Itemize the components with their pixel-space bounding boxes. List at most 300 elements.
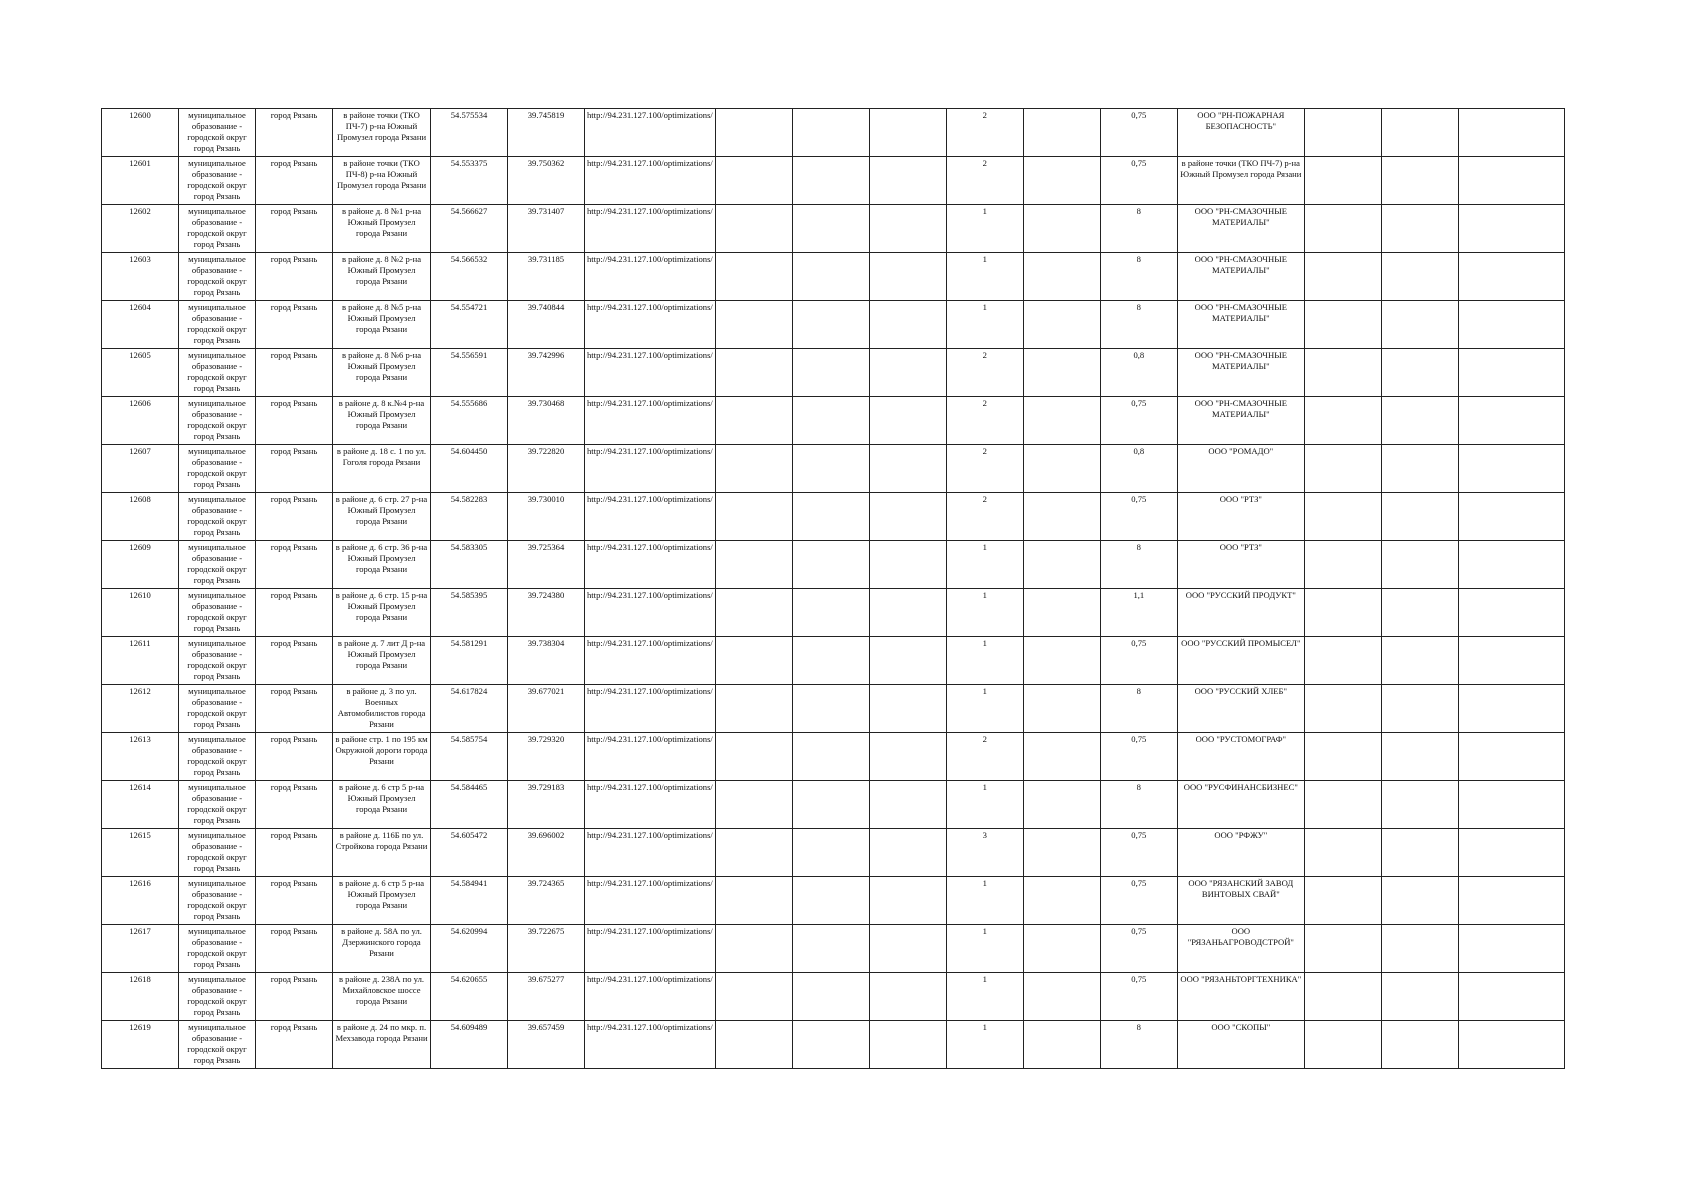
empty-cell [869,637,946,685]
empty-cell [1458,157,1564,205]
empty-cell [869,205,946,253]
empty-cell [1304,541,1381,589]
table-row [102,301,1565,349]
municipality-cell: муниципальное образование - городской округ город Рязань [179,637,256,685]
table-row [102,349,1565,397]
longitude-cell: 39.725364 [508,541,585,589]
container-count-cell: 1 [946,301,1023,349]
municipality-cell: муниципальное образование - городской округ город Рязань [179,685,256,733]
latitude-cell: 54.584941 [431,877,508,925]
empty-cell [715,109,792,157]
url-cell: http://94.231.127.100/optimizations/ [585,109,716,157]
longitude-cell: 39.738304 [508,637,585,685]
empty-cell [792,637,869,685]
empty-cell [1023,685,1100,733]
owner-cell: ООО "РТЗ" [1177,493,1304,541]
longitude-cell: 39.731407 [508,205,585,253]
city-cell: город Рязань [256,349,333,397]
table-row [102,685,1565,733]
empty-cell [1023,109,1100,157]
table-row [102,445,1565,493]
empty-cell [715,349,792,397]
owner-cell: ООО "РЯЗАНЬАГРОВОДСТРОЙ" [1177,925,1304,973]
container-volume-cell: 8 [1100,685,1177,733]
empty-cell [1381,973,1458,1021]
url-cell: http://94.231.127.100/optimizations/ [585,733,716,781]
empty-cell [1304,877,1381,925]
owner-cell: ООО "РН-ПОЖАРНАЯ БЕЗОПАСНОСТЬ" [1177,109,1304,157]
location-cell: в районе точки (ТКО ПЧ-8) р-на Южный Промузел города Рязани [333,157,431,205]
municipality-cell: муниципальное образование - городской округ город Рязань [179,253,256,301]
empty-cell [1304,781,1381,829]
container-count-cell: 1 [946,877,1023,925]
empty-cell [792,349,869,397]
row-id-cell: 12609 [102,541,179,589]
owner-cell: ООО "РУССКИЙ ХЛЕБ" [1177,685,1304,733]
empty-cell [869,109,946,157]
empty-cell [715,541,792,589]
container-count-cell: 2 [946,349,1023,397]
empty-cell [869,349,946,397]
empty-cell [1458,445,1564,493]
empty-cell [1304,973,1381,1021]
latitude-cell: 54.604450 [431,445,508,493]
latitude-cell: 54.609489 [431,1021,508,1069]
empty-cell [1023,349,1100,397]
latitude-cell: 54.583305 [431,541,508,589]
owner-cell: ООО "РЯЗАНСКИЙ ЗАВОД ВИНТОВЫХ СВАЙ" [1177,877,1304,925]
empty-cell [792,589,869,637]
empty-cell [1023,541,1100,589]
latitude-cell: 54.585395 [431,589,508,637]
owner-cell: ООО "РН-СМАЗОЧНЫЕ МАТЕРИАЛЫ" [1177,205,1304,253]
empty-cell [792,205,869,253]
municipality-cell: муниципальное образование - городской округ город Рязань [179,397,256,445]
empty-cell [869,541,946,589]
empty-cell [1304,637,1381,685]
longitude-cell: 39.722820 [508,445,585,493]
table-row [102,829,1565,877]
empty-cell [1304,349,1381,397]
longitude-cell: 39.729183 [508,781,585,829]
container-volume-cell: 8 [1100,1021,1177,1069]
table-row [102,973,1565,1021]
city-cell: город Рязань [256,397,333,445]
row-id-cell: 12616 [102,877,179,925]
empty-cell [715,685,792,733]
municipality-cell: муниципальное образование - городской округ город Рязань [179,589,256,637]
empty-cell [869,781,946,829]
municipality-cell: муниципальное образование - городской округ город Рязань [179,781,256,829]
empty-cell [1458,1021,1564,1069]
container-volume-cell: 0,75 [1100,397,1177,445]
city-cell: город Рязань [256,829,333,877]
container-count-cell: 3 [946,829,1023,877]
location-cell: в районе д. 8 №2 р-на Южный Промузел города Рязани [333,253,431,301]
empty-cell [1023,157,1100,205]
url-cell: http://94.231.127.100/optimizations/ [585,445,716,493]
city-cell: город Рязань [256,445,333,493]
empty-cell [869,493,946,541]
container-count-cell: 2 [946,157,1023,205]
empty-cell [792,781,869,829]
container-count-cell: 1 [946,973,1023,1021]
owner-cell: ООО "РЯЗАНЬТОРГТЕХНИКА" [1177,973,1304,1021]
container-volume-cell: 0,8 [1100,349,1177,397]
empty-cell [715,733,792,781]
empty-cell [1458,781,1564,829]
container-count-cell: 1 [946,205,1023,253]
empty-cell [1023,637,1100,685]
longitude-cell: 39.722675 [508,925,585,973]
empty-cell [792,253,869,301]
empty-cell [1381,445,1458,493]
row-id-cell: 12600 [102,109,179,157]
city-cell: город Рязань [256,157,333,205]
table-row [102,637,1565,685]
container-volume-cell: 8 [1100,781,1177,829]
latitude-cell: 54.617824 [431,685,508,733]
url-cell: http://94.231.127.100/optimizations/ [585,541,716,589]
empty-cell [715,205,792,253]
empty-cell [1381,301,1458,349]
municipality-cell: муниципальное образование - городской округ город Рязань [179,493,256,541]
container-volume-cell: 8 [1100,205,1177,253]
container-volume-cell: 0,75 [1100,109,1177,157]
row-id-cell: 12601 [102,157,179,205]
empty-cell [1304,685,1381,733]
empty-cell [1304,925,1381,973]
empty-cell [869,1021,946,1069]
municipality-cell: муниципальное образование - городской округ город Рязань [179,877,256,925]
url-cell: http://94.231.127.100/optimizations/ [585,493,716,541]
empty-cell [1023,301,1100,349]
location-cell: в районе д. 6 стр 5 р-на Южный Промузел города Рязани [333,781,431,829]
empty-cell [715,877,792,925]
empty-cell [1304,829,1381,877]
longitude-cell: 39.730468 [508,397,585,445]
empty-cell [1023,973,1100,1021]
table-row [102,397,1565,445]
city-cell: город Рязань [256,925,333,973]
url-cell: http://94.231.127.100/optimizations/ [585,157,716,205]
empty-cell [792,109,869,157]
container-volume-cell: 0,75 [1100,157,1177,205]
empty-cell [792,925,869,973]
url-cell: http://94.231.127.100/optimizations/ [585,637,716,685]
municipality-cell: муниципальное образование - городской округ город Рязань [179,301,256,349]
municipality-cell: муниципальное образование - городской округ город Рязань [179,205,256,253]
empty-cell [792,973,869,1021]
container-count-cell: 2 [946,397,1023,445]
table-row [102,1021,1565,1069]
longitude-cell: 39.742996 [508,349,585,397]
url-cell: http://94.231.127.100/optimizations/ [585,829,716,877]
owner-cell: ООО "РН-СМАЗОЧНЫЕ МАТЕРИАЛЫ" [1177,253,1304,301]
latitude-cell: 54.582283 [431,493,508,541]
location-cell: в районе д. 6 стр. 15 р-на Южный Промузел города Рязани [333,589,431,637]
longitude-cell: 39.724365 [508,877,585,925]
empty-cell [715,445,792,493]
empty-cell [1458,733,1564,781]
municipality-cell: муниципальное образование - городской округ город Рязань [179,829,256,877]
empty-cell [1381,925,1458,973]
empty-cell [869,589,946,637]
empty-cell [1023,205,1100,253]
empty-cell [1023,925,1100,973]
empty-cell [1458,829,1564,877]
empty-cell [1023,445,1100,493]
empty-cell [1381,589,1458,637]
longitude-cell: 39.696002 [508,829,585,877]
municipality-cell: муниципальное образование - городской округ город Рязань [179,1021,256,1069]
empty-cell [1023,781,1100,829]
row-id-cell: 12610 [102,589,179,637]
table-row [102,109,1565,157]
empty-cell [715,493,792,541]
location-cell: в районе д. 116Б по ул. Стройкова города Рязани [333,829,431,877]
container-count-cell: 1 [946,685,1023,733]
latitude-cell: 54.581291 [431,637,508,685]
longitude-cell: 39.740844 [508,301,585,349]
empty-cell [1023,877,1100,925]
city-cell: город Рязань [256,1021,333,1069]
latitude-cell: 54.555686 [431,397,508,445]
longitude-cell: 39.677021 [508,685,585,733]
location-cell: в районе д. 8 №6 р-на Южный Промузел города Рязани [333,349,431,397]
latitude-cell: 54.584465 [431,781,508,829]
container-count-cell: 2 [946,493,1023,541]
row-id-cell: 12613 [102,733,179,781]
table-row [102,253,1565,301]
owner-cell: ООО "РУСТОМОГРАФ" [1177,733,1304,781]
location-cell: в районе д. 18 с. 1 по ул. Гоголя города Рязани [333,445,431,493]
container-count-cell: 1 [946,1021,1023,1069]
city-cell: город Рязань [256,541,333,589]
location-cell: в районе д. 6 стр. 36 р-на Южный Промузел города Рязани [333,541,431,589]
city-cell: город Рязань [256,733,333,781]
empty-cell [1458,301,1564,349]
empty-cell [869,877,946,925]
owner-cell: ООО "РУССКИЙ ПРОМЫСЕЛ" [1177,637,1304,685]
empty-cell [715,925,792,973]
empty-cell [1381,109,1458,157]
latitude-cell: 54.605472 [431,829,508,877]
empty-cell [1381,1021,1458,1069]
empty-cell [1304,733,1381,781]
owner-cell: ООО "РОМАДО" [1177,445,1304,493]
empty-cell [1381,637,1458,685]
empty-cell [1381,829,1458,877]
latitude-cell: 54.575534 [431,109,508,157]
empty-cell [1304,157,1381,205]
empty-cell [715,301,792,349]
location-cell: в районе д. 238А по ул. Михайловское шоссе города Рязани [333,973,431,1021]
municipality-cell: муниципальное образование - городской округ город Рязань [179,445,256,493]
container-count-cell: 2 [946,445,1023,493]
row-id-cell: 12615 [102,829,179,877]
longitude-cell: 39.657459 [508,1021,585,1069]
empty-cell [869,829,946,877]
empty-cell [1023,733,1100,781]
owner-cell: ООО "РУСФИНАНСБИЗНЕС" [1177,781,1304,829]
location-cell: в районе д. 8 №5 р-на Южный Промузел города Рязани [333,301,431,349]
municipality-cell: муниципальное образование - городской округ город Рязань [179,733,256,781]
municipality-cell: муниципальное образование - городской округ город Рязань [179,541,256,589]
longitude-cell: 39.745819 [508,109,585,157]
latitude-cell: 54.620655 [431,973,508,1021]
empty-cell [1023,397,1100,445]
owner-cell: ООО "РН-СМАЗОЧНЫЕ МАТЕРИАЛЫ" [1177,397,1304,445]
empty-cell [1458,541,1564,589]
table-row [102,589,1565,637]
row-id-cell: 12608 [102,493,179,541]
empty-cell [1304,445,1381,493]
empty-cell [1304,109,1381,157]
table-row [102,733,1565,781]
empty-cell [1458,349,1564,397]
row-id-cell: 12604 [102,301,179,349]
table-row [102,925,1565,973]
city-cell: город Рязань [256,685,333,733]
municipality-cell: муниципальное образование - городской округ город Рязань [179,973,256,1021]
table-row [102,493,1565,541]
table-row [102,877,1565,925]
container-volume-cell: 0,75 [1100,877,1177,925]
empty-cell [869,685,946,733]
url-cell: http://94.231.127.100/optimizations/ [585,205,716,253]
owner-cell: в районе точки (ТКО ПЧ-7) р-на Южный Промузел города Рязани [1177,157,1304,205]
empty-cell [1458,109,1564,157]
row-id-cell: 12619 [102,1021,179,1069]
longitude-cell: 39.724380 [508,589,585,637]
table-row [102,541,1565,589]
latitude-cell: 54.554721 [431,301,508,349]
empty-cell [1458,973,1564,1021]
owner-cell: ООО "РН-СМАЗОЧНЫЕ МАТЕРИАЛЫ" [1177,301,1304,349]
empty-cell [869,157,946,205]
container-volume-cell: 1,1 [1100,589,1177,637]
empty-cell [715,973,792,1021]
empty-cell [1304,301,1381,349]
container-volume-cell: 0,75 [1100,733,1177,781]
city-cell: город Рязань [256,877,333,925]
url-cell: http://94.231.127.100/optimizations/ [585,925,716,973]
container-volume-cell: 0,75 [1100,925,1177,973]
municipality-cell: муниципальное образование - городской округ город Рязань [179,925,256,973]
empty-cell [1304,397,1381,445]
owner-cell: ООО "РН-СМАЗОЧНЫЕ МАТЕРИАЛЫ" [1177,349,1304,397]
empty-cell [1304,493,1381,541]
latitude-cell: 54.553375 [431,157,508,205]
latitude-cell: 54.566627 [431,205,508,253]
empty-cell [1023,589,1100,637]
url-cell: http://94.231.127.100/optimizations/ [585,349,716,397]
empty-cell [1304,1021,1381,1069]
empty-cell [1458,877,1564,925]
latitude-cell: 54.556591 [431,349,508,397]
empty-cell [792,877,869,925]
empty-cell [869,253,946,301]
location-cell: в районе д. 3 по ул. Военных Автомобилистов города Рязани [333,685,431,733]
table-row [102,781,1565,829]
table-row [102,157,1565,205]
empty-cell [715,1021,792,1069]
empty-cell [1381,685,1458,733]
empty-cell [1381,349,1458,397]
row-id-cell: 12603 [102,253,179,301]
container-volume-cell: 0,8 [1100,445,1177,493]
empty-cell [715,781,792,829]
empty-cell [1023,1021,1100,1069]
empty-cell [792,829,869,877]
empty-cell [1458,685,1564,733]
empty-cell [1381,397,1458,445]
empty-cell [1458,493,1564,541]
row-id-cell: 12614 [102,781,179,829]
latitude-cell: 54.566532 [431,253,508,301]
location-cell: в районе д. 8 к.№4 р-на Южный Промузел города Рязани [333,397,431,445]
empty-cell [715,637,792,685]
empty-cell [715,589,792,637]
location-cell: в районе д. 24 по мкр. п. Мехзавода города Рязани [333,1021,431,1069]
empty-cell [869,733,946,781]
url-cell: http://94.231.127.100/optimizations/ [585,1021,716,1069]
container-count-cell: 1 [946,781,1023,829]
row-id-cell: 12606 [102,397,179,445]
empty-cell [715,253,792,301]
container-count-cell: 2 [946,733,1023,781]
url-cell: http://94.231.127.100/optimizations/ [585,781,716,829]
city-cell: город Рязань [256,205,333,253]
container-volume-cell: 0,75 [1100,493,1177,541]
row-id-cell: 12607 [102,445,179,493]
owner-cell: ООО "РУССКИЙ ПРОДУКТ" [1177,589,1304,637]
owner-cell: ООО "СКОПЫ" [1177,1021,1304,1069]
empty-cell [792,157,869,205]
empty-cell [1304,589,1381,637]
empty-cell [869,301,946,349]
empty-cell [1381,877,1458,925]
empty-cell [792,541,869,589]
empty-cell [792,685,869,733]
container-volume-cell: 8 [1100,253,1177,301]
empty-cell [1023,829,1100,877]
empty-cell [792,493,869,541]
empty-cell [1458,589,1564,637]
municipality-cell: муниципальное образование - городской округ город Рязань [179,109,256,157]
longitude-cell: 39.730010 [508,493,585,541]
empty-cell [1381,541,1458,589]
owner-cell: ООО "РФЖУ" [1177,829,1304,877]
empty-cell [715,397,792,445]
empty-cell [1023,253,1100,301]
city-cell: город Рязань [256,301,333,349]
row-id-cell: 12602 [102,205,179,253]
location-cell: в районе д. 8 №1 р-на Южный Промузел города Рязани [333,205,431,253]
city-cell: город Рязань [256,637,333,685]
empty-cell [1023,493,1100,541]
city-cell: город Рязань [256,781,333,829]
container-volume-cell: 0,75 [1100,637,1177,685]
container-count-cell: 1 [946,589,1023,637]
empty-cell [715,829,792,877]
row-id-cell: 12605 [102,349,179,397]
empty-cell [1381,781,1458,829]
url-cell: http://94.231.127.100/optimizations/ [585,685,716,733]
empty-cell [1381,205,1458,253]
container-count-cell: 1 [946,637,1023,685]
